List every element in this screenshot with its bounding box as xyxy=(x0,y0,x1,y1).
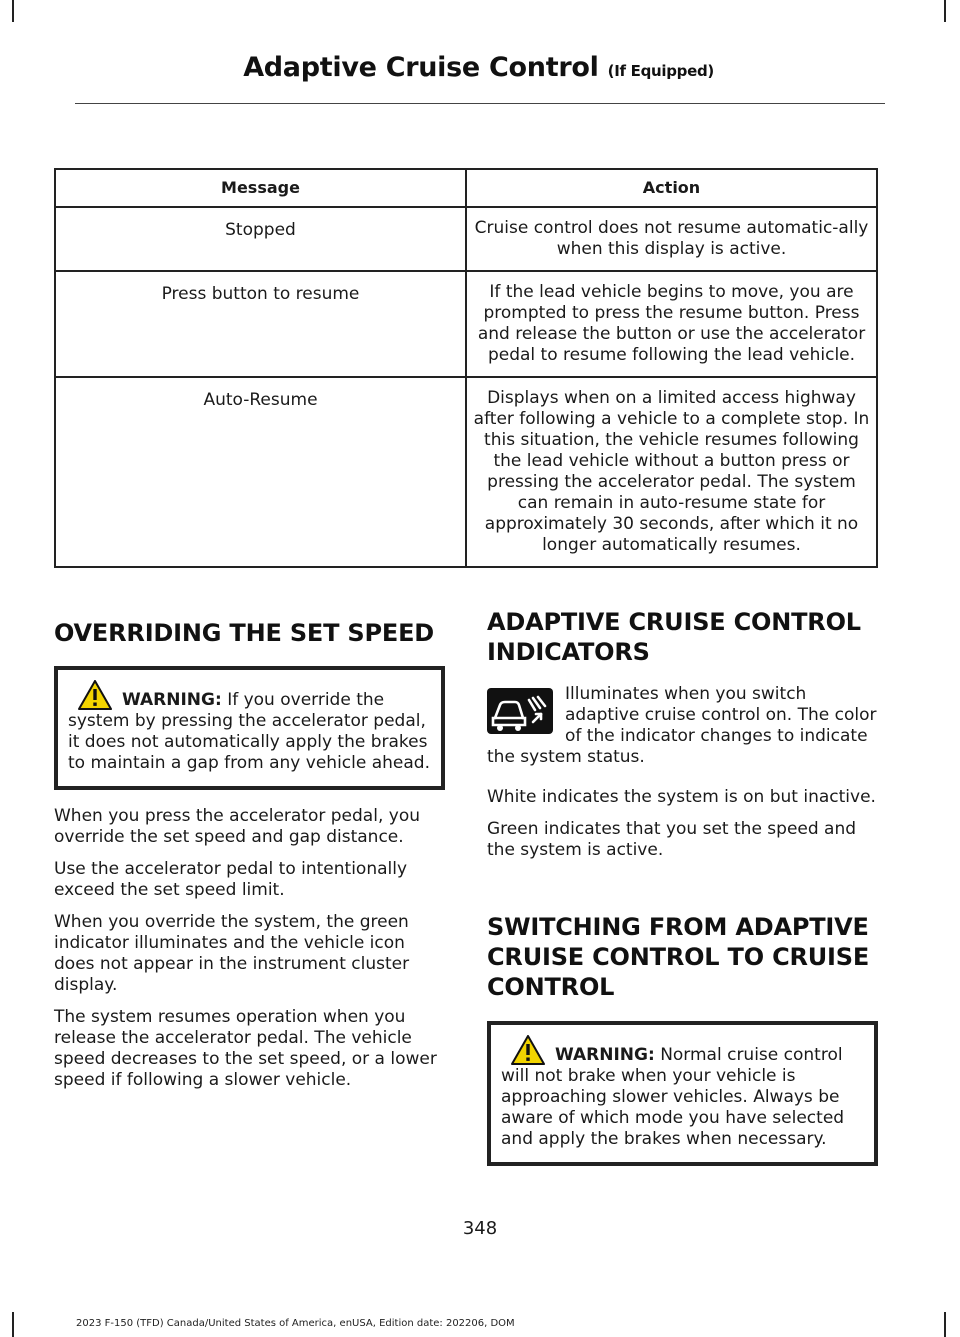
table-row xyxy=(55,377,877,567)
title-main: Adaptive Cruise Control xyxy=(243,52,599,83)
crop-mark xyxy=(944,0,946,22)
footer-text: 2023 F-150 (TFD) Canada/United States of America, enUSA, Edition date: 202206, DOM xyxy=(76,1318,515,1329)
paragraph: When you press the accelerator pedal, you override the set speed and gap distance. xyxy=(54,806,420,847)
right-column xyxy=(487,684,878,872)
overriding-heading: OVERRIDING THE SET SPEED xyxy=(54,619,435,647)
indicators-heading xyxy=(487,607,887,667)
warning-text: Normal cruise control will not brake when your vehicle is approaching slower vehicles. Always be aware of which mode you have selected and apply the brakes when necessary. xyxy=(501,1045,845,1149)
column-header-message: Message xyxy=(55,169,466,207)
page-title xyxy=(243,52,714,83)
warning-text: If you override the system by pressing the accelerator pedal, it does not automatically apply the brakes to maintain a gap from any vehicle ahead. xyxy=(68,690,430,773)
action-cell: Displays when on a limited access highway after following a vehicle to a complete stop. In this situation, the vehicle resumes following the lead vehicle without a button press or pressing the accelerator pedal. The system can remain in auto-resume state for approximately 30 seconds, after which it no longer automatically resumes. xyxy=(466,377,877,567)
warning-icon xyxy=(511,1035,545,1065)
table-row xyxy=(55,207,877,271)
indicator-description xyxy=(487,684,878,768)
heading-line: ADAPTIVE CRUISE CONTROL xyxy=(487,608,861,636)
heading-line: CRUISE CONTROL TO CRUISE xyxy=(487,943,870,971)
crop-mark xyxy=(12,0,14,22)
heading-line: SWITCHING FROM ADAPTIVE xyxy=(487,913,869,941)
table-row xyxy=(55,271,877,377)
warning-box xyxy=(54,666,445,790)
switching-heading xyxy=(487,912,897,1002)
action-cell: If the lead vehicle begins to move, you are prompted to press the resume button. Press and release the button or use the accelerator pedal to resume following the lead vehicle. xyxy=(466,271,877,377)
warning-label: WARNING: xyxy=(555,1045,655,1065)
warning-icon xyxy=(78,680,112,710)
message-table xyxy=(54,168,878,568)
left-column xyxy=(54,666,445,1102)
switching-warning xyxy=(487,1021,878,1166)
heading-line: CONTROL xyxy=(487,973,615,1001)
message-cell: Press button to resume xyxy=(55,271,466,377)
column-header-action: Action xyxy=(466,169,877,207)
crop-mark xyxy=(944,1312,946,1337)
paragraph: Use the accelerator pedal to intentionally exceed the set speed limit. xyxy=(54,859,408,900)
message-cell: Stopped xyxy=(55,207,466,271)
paragraph: White indicates the system is on but inactive. xyxy=(487,787,876,807)
paragraph: When you override the system, the green indicator illuminates and the vehicle icon does not appear in the instrument cluster display. xyxy=(54,912,410,995)
indicator-intro: Illuminates when you switch adaptive cruise control on. The color of the indicator changes to indicate the system status. xyxy=(487,684,877,767)
paragraph: Green indicates that you set the speed and the system is active. xyxy=(487,819,857,860)
warning-box xyxy=(487,1021,878,1166)
title-suffix: (If Equipped) xyxy=(607,62,714,80)
warning-label: WARNING: xyxy=(122,690,222,710)
heading-line: INDICATORS xyxy=(487,638,650,666)
table-header-row xyxy=(55,169,877,207)
action-cell: Cruise control does not resume automatic-ally when this display is active. xyxy=(466,207,877,271)
header-divider xyxy=(75,103,885,104)
page-number: 348 xyxy=(462,1218,498,1239)
crop-mark xyxy=(12,1312,14,1337)
paragraph: The system resumes operation when you release the accelerator pedal. The vehicle speed decreases to the set speed, or a lower speed if following a slower vehicle. xyxy=(54,1007,437,1090)
message-cell: Auto-Resume xyxy=(55,377,466,567)
adaptive-cruise-indicator-icon xyxy=(487,688,553,734)
